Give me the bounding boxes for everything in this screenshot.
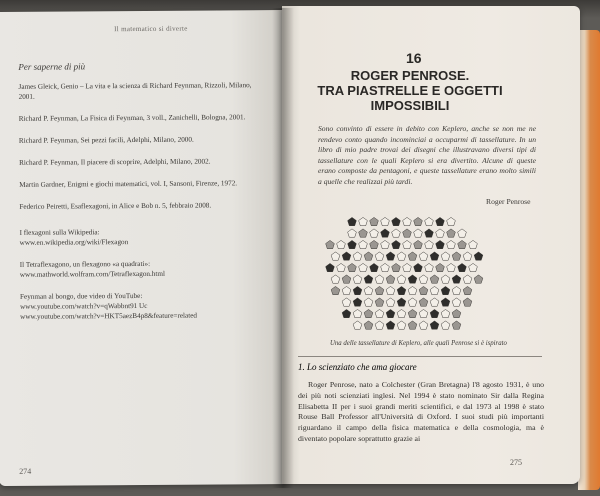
pentagon-tile xyxy=(392,229,401,237)
pentagon-tile xyxy=(326,240,335,248)
pentagon-tile xyxy=(386,252,395,260)
pentagon-tile xyxy=(359,263,368,271)
pentagon-tile xyxy=(397,252,406,260)
pentagon-tile xyxy=(375,298,384,306)
page-number: 275 xyxy=(510,458,522,467)
epigraph-author: Roger Penrose xyxy=(486,197,531,206)
pentagon-tile xyxy=(397,275,406,283)
pentagon-tile xyxy=(408,286,417,294)
pentagon-tile xyxy=(447,217,456,225)
pentagon-tile xyxy=(353,286,362,294)
pentagon-tile xyxy=(408,275,417,283)
page-number: 274 xyxy=(19,466,32,476)
pentagon-tile xyxy=(469,240,478,248)
book-gutter xyxy=(272,8,294,488)
pentagon-tile xyxy=(441,275,450,283)
pentagon-tile xyxy=(430,298,439,306)
pentagon-tile xyxy=(381,229,390,237)
pentagon-tile xyxy=(436,240,445,248)
pentagon-tile xyxy=(430,286,439,294)
body-text: Roger Penrose, nato a Colchester (Gran Bretagna) l'8 agosto 1931, è uno dei più noti scienziati inglesi. Nel 1994 è stato nominato Sir dalla Regina Elisabetta II per i suoi grandi meriti scientifici, e dal 1973 al 1998 è stato Rouse Ball Professor all'Università di Oxford. I suoi studi più importanti riguardano il campo della fisica matematica e della cosmologia, ma è diventato popolare soprattutto grazie ai xyxy=(298,380,544,443)
pentagon-tile xyxy=(364,286,373,294)
pentagon-tile xyxy=(353,309,362,317)
pentagon-tile xyxy=(397,286,406,294)
pentagon-tile xyxy=(353,252,362,260)
pentagon-tile xyxy=(397,309,406,317)
pentagon-tile xyxy=(425,229,434,237)
pentagon-tile xyxy=(403,240,412,248)
pentagon-tile xyxy=(397,298,406,306)
pentagon-tile xyxy=(381,263,390,271)
pentagon-tile xyxy=(425,263,434,271)
reference-item: Richard P. Feynman, Sei pezzi facili, Adelphi, Milano, 2000. xyxy=(18,135,194,145)
pentagon-tile xyxy=(364,252,373,260)
pentagon-tile xyxy=(463,252,472,260)
pentagon-tile xyxy=(364,309,373,317)
pentagon-tile xyxy=(474,275,483,283)
pentagon-tile xyxy=(342,252,351,260)
pentagon-tile xyxy=(386,298,395,306)
kepler-tiling-figure xyxy=(322,216,492,336)
pentagon-tile xyxy=(463,298,472,306)
pentagon-tile xyxy=(419,321,428,329)
pentagon-tile xyxy=(452,275,461,283)
pentagon-tile xyxy=(375,321,384,329)
pentagon-tile xyxy=(441,252,450,260)
pentagon-tile xyxy=(386,321,395,329)
pentagon-tile xyxy=(337,263,346,271)
left-page xyxy=(0,10,285,486)
pentagon-tile xyxy=(386,275,395,283)
pentagon-tile xyxy=(342,275,351,283)
pentagon-tile xyxy=(386,286,395,294)
pentagon-tile xyxy=(408,309,417,317)
reference-item: Richard P. Feynman, Il piacere di scoprire, Adelphi, Milano, 2002. xyxy=(19,157,211,167)
pentagon-tile xyxy=(342,286,351,294)
figure-caption: Una delle tassellature di Keplero, alle quali Penrose si è ispirato xyxy=(330,340,507,347)
pentagon-tile xyxy=(447,229,456,237)
pentagon-tile xyxy=(370,240,379,248)
pentagon-tile xyxy=(375,309,384,317)
pentagon-tile xyxy=(364,298,373,306)
pentagon-tile xyxy=(419,309,428,317)
epigraph: Sono convinto di essere in debito con Keplero, anche se non me ne rendevo conto quando incominciai a occuparmi di tassellature. In un libro di mio padre trovai dei disegni che illustravano diversi tipi di tassellature con le quali Keplero si era divertito. Alcune di queste erano composte da pentagoni, e queste tassellature erano molto simili a quelle che realizzai più tardi. xyxy=(318,124,536,186)
pentagon-tile xyxy=(430,252,439,260)
pentagon-tile xyxy=(403,217,412,225)
running-head: Il matematico si diverte xyxy=(114,24,188,34)
pentagon-tile xyxy=(419,298,428,306)
pentagon-tile xyxy=(425,217,434,225)
reference-item: James Gleick, Genio – La vita e la scienza di Richard Feynman, Rizzoli, Milano, 2001. xyxy=(18,81,252,101)
pentagon-tile xyxy=(463,275,472,283)
pentagon-tile xyxy=(441,309,450,317)
pentagon-tile xyxy=(364,321,373,329)
chapter-title xyxy=(300,68,520,113)
pentagon-tile xyxy=(359,217,368,225)
pentagon-tile xyxy=(364,275,373,283)
pentagon-tile xyxy=(469,263,478,271)
pentagon-tile xyxy=(452,298,461,306)
pentagon-tile xyxy=(436,229,445,237)
pentagon-tile xyxy=(474,252,483,260)
pentagon-tile xyxy=(381,217,390,225)
pentagon-tile xyxy=(430,309,439,317)
link-label: I flexagoni sulla Wikipedia: xyxy=(19,228,100,237)
section-rule xyxy=(298,356,542,357)
pentagon-tile xyxy=(447,263,456,271)
pentagon-tile xyxy=(441,298,450,306)
pentagon-tile xyxy=(331,275,340,283)
pentagon-tile xyxy=(419,252,428,260)
pentagon-tile xyxy=(397,321,406,329)
pentagon-tile xyxy=(359,240,368,248)
link-label: Il Tetraflexagono, un flexagono «a quadrati»: xyxy=(19,259,151,269)
pentagon-tile xyxy=(408,298,417,306)
pentagon-tile xyxy=(392,240,401,248)
pentagon-tile xyxy=(381,240,390,248)
pentagon-tile xyxy=(419,286,428,294)
pentagon-tile xyxy=(452,309,461,317)
pentagon-tile xyxy=(342,309,351,317)
link-url[interactable]: www.youtube.com/watch?v=qWabbnt91 Uc xyxy=(20,301,148,311)
pentagon-tile xyxy=(430,275,439,283)
pentagon-tile xyxy=(452,321,461,329)
link-label: Feynman al bongo, due video di YouTube: xyxy=(19,291,143,301)
pentagon-tile xyxy=(353,298,362,306)
chapter-title-line: ROGER PENROSE. xyxy=(350,68,470,83)
pentagon-tile xyxy=(326,263,335,271)
pentagon-tile xyxy=(348,263,357,271)
pentagon-tile xyxy=(353,321,362,329)
pentagon-tile xyxy=(331,252,340,260)
chapter-title-line: TRA PIASTRELLE E OGGETTI xyxy=(317,83,503,98)
pentagon-tile xyxy=(392,263,401,271)
pentagon-tile xyxy=(348,229,357,237)
pentagon-tile xyxy=(331,286,340,294)
chapter-number: 16 xyxy=(406,50,422,66)
pentagon-tile xyxy=(375,252,384,260)
chapter-title-line: IMPOSSIBILI xyxy=(370,98,450,113)
pentagon-tile xyxy=(408,321,417,329)
pentagon-tile xyxy=(414,217,423,225)
pentagon-tile xyxy=(414,263,423,271)
pentagon-tile xyxy=(458,263,467,271)
pentagon-tile xyxy=(414,240,423,248)
pentagon-tile xyxy=(375,275,384,283)
pentagon-tile xyxy=(436,217,445,225)
pentagon-tile xyxy=(419,275,428,283)
pentagon-tile xyxy=(359,229,368,237)
pentagon-tile xyxy=(458,240,467,248)
section-title: Per saperne di più xyxy=(18,61,86,72)
pentagon-tile xyxy=(375,286,384,294)
pentagon-tile xyxy=(348,217,357,225)
pentagon-tile xyxy=(430,321,439,329)
link-url[interactable]: www.mathworld.wolfram.com/Tetraflexagon.html xyxy=(19,269,166,279)
pentagon-tile xyxy=(452,286,461,294)
pentagon-tile xyxy=(386,309,395,317)
book-cover-edge xyxy=(578,30,600,490)
link-url[interactable]: www.youtube.com/watch?v=HKT5aezB4p8&feature=related xyxy=(20,311,198,321)
pentagon-tile xyxy=(436,263,445,271)
pentagon-tile xyxy=(414,229,423,237)
pentagon-tile xyxy=(370,217,379,225)
pentagon-tile xyxy=(425,240,434,248)
section-heading: 1. Lo scienziato che ama giocare xyxy=(298,362,417,372)
pentagon-tile xyxy=(403,263,412,271)
pentagon-tile xyxy=(370,263,379,271)
pentagon-tile xyxy=(408,252,417,260)
pentagon-tile xyxy=(348,240,357,248)
pentagon-tile xyxy=(447,240,456,248)
reference-item: Martin Gardner, Enigmi e giochi matematici, vol. I, Sansoni, Firenze, 1972. xyxy=(19,179,238,189)
reference-item: Federico Peiretti, Esaflexagoni, in Alice e Bob n. 5, febbraio 2008. xyxy=(19,201,212,211)
pentagon-tile xyxy=(392,217,401,225)
pentagon-tile xyxy=(458,229,467,237)
pentagon-tile xyxy=(403,229,412,237)
pentagon-tile xyxy=(370,229,379,237)
pentagon-tile xyxy=(452,252,461,260)
pentagon-tile xyxy=(353,275,362,283)
pentagon-tile xyxy=(441,286,450,294)
pentagon-tile xyxy=(337,240,346,248)
link-url[interactable]: www.en.wikipedia.org/wiki/Flexagon xyxy=(19,238,129,247)
pentagon-tile xyxy=(441,321,450,329)
reference-item: Richard P. Feynman, La Fisica di Feynman, 3 voll., Zanichelli, Bologna, 2001. xyxy=(18,113,246,123)
pentagon-tile xyxy=(463,286,472,294)
reference-list xyxy=(18,80,270,322)
pentagon-tile xyxy=(342,298,351,306)
